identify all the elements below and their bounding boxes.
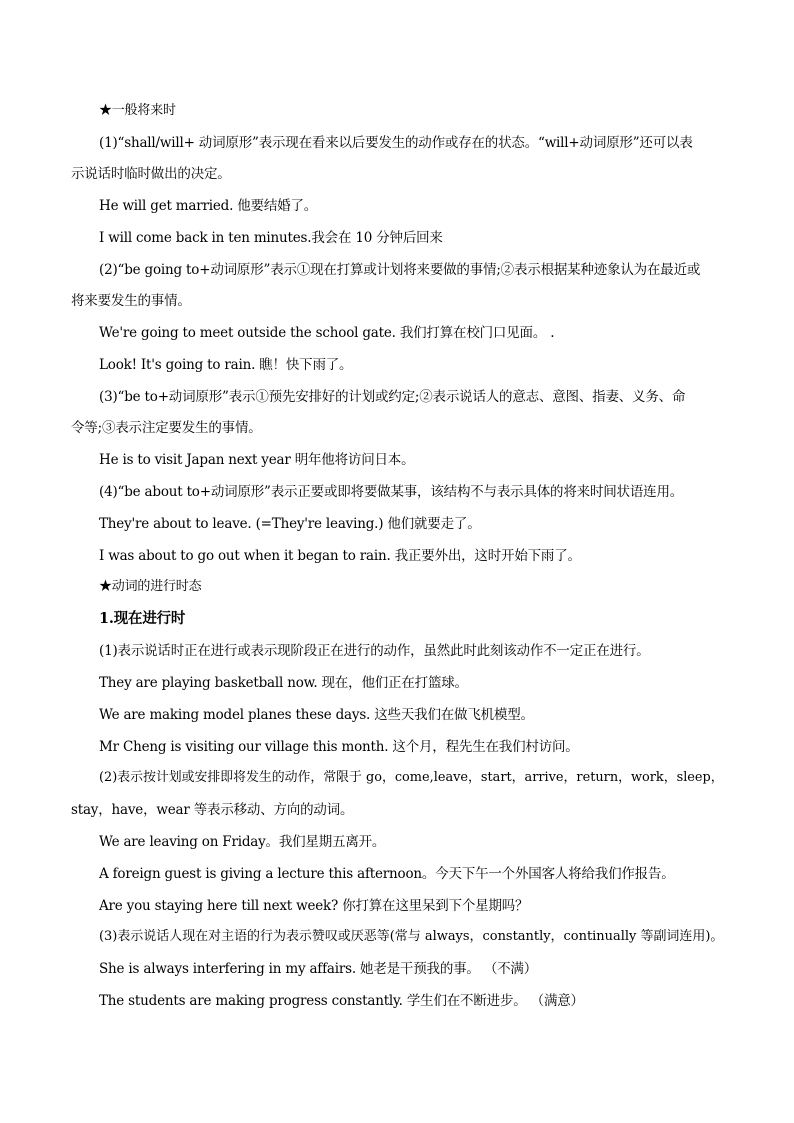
paragraph-line: (1)“shall/will+ 动词原形”表示现在看来以后要发生的动作或存在的状态。“will+动词原形”还可以表 <box>99 135 693 151</box>
paragraph-line: 令等;③表示注定要发生的事情。 <box>71 420 262 436</box>
paragraph-line: (2)表示按计划或安排即将发生的动作，常限于 go，come,leave，start，arrive，return，work，sleep， <box>99 770 724 785</box>
paragraph-line: stay，have，wear 等表示移动、方向的动词。 <box>71 802 354 818</box>
example-sentence: We are making model planes these days. 这些天我们在做飞机模型。 <box>99 707 534 723</box>
example-sentence: He will get married. 他要结婚了。 <box>99 198 318 214</box>
example-sentence: We're going to meet outside the school gate. 我们打算在校门口见面。 . <box>99 325 555 341</box>
paragraph-line: (4)“be about to+动词原形”表示正要或即将要做某事，该结构不与表示具体的将来时间状语连用。 <box>99 484 684 500</box>
section-heading-progressive-tense: ★动词的进行时态 <box>99 579 202 594</box>
example-sentence: They're about to leave. (=They're leaving.) 他们就要走了。 <box>99 516 481 532</box>
paragraph-line: (2)“be going to+动词原形”表示①现在打算或计划将来要做的事情;②表示根据某种迹象认为在最近或 <box>99 262 701 278</box>
example-sentence: He is to visit Japan next year 明年他将访问日本。 <box>99 452 415 468</box>
example-sentence: A foreign guest is giving a lecture this afternoon。今天下午一个外国客人将给我们作报告。 <box>99 866 675 882</box>
example-sentence: Are you staying here till next week? 你打算在这里呆到下个星期吗？ <box>99 898 529 914</box>
example-sentence: Look! It's going to rain. 瞧！快下雨了。 <box>99 357 353 373</box>
example-sentence: The students are making progress constantly. 学生们在不断进步。 （满意） <box>99 993 584 1009</box>
example-sentence: I will come back in ten minutes.我会在 10 分钟后回来 <box>99 230 443 246</box>
paragraph-line: 示说话时临时做出的决定。 <box>71 166 231 182</box>
subheading-present-progressive: 1.现在进行时 <box>99 610 186 627</box>
example-sentence: I was about to go out when it began to rain. 我正要外出，这时开始下雨了。 <box>99 548 581 564</box>
example-sentence: Mr Cheng is visiting our village this month. 这个月，程先生在我们村访问。 <box>99 739 579 755</box>
example-sentence: They are playing basketball now. 现在，他们正在打篮球。 <box>99 675 468 691</box>
example-sentence: We are leaving on Friday。我们星期五离开。 <box>99 834 386 850</box>
section-heading-future-tense: ★一般将来时 <box>99 103 176 118</box>
paragraph-line: (1)表示说话时正在进行或表示现阶段正在进行的动作，虽然此时此刻该动作不一定正在进行。 <box>99 643 650 659</box>
paragraph-line: 将来要发生的事情。 <box>71 293 191 309</box>
paragraph-line: (3)“be to+动词原形”表示①预先安排好的计划或约定;②表示说话人的意志、意图、指妻、义务、命 <box>99 389 686 405</box>
paragraph-line: (3)表示说话人现在对主语的行为表示赞叹或厌恶等(常与 always，constantly，continually 等副词连用)。 <box>99 929 724 944</box>
example-sentence: She is always interfering in my affairs. 她老是干预我的事。 （不满） <box>99 961 538 977</box>
